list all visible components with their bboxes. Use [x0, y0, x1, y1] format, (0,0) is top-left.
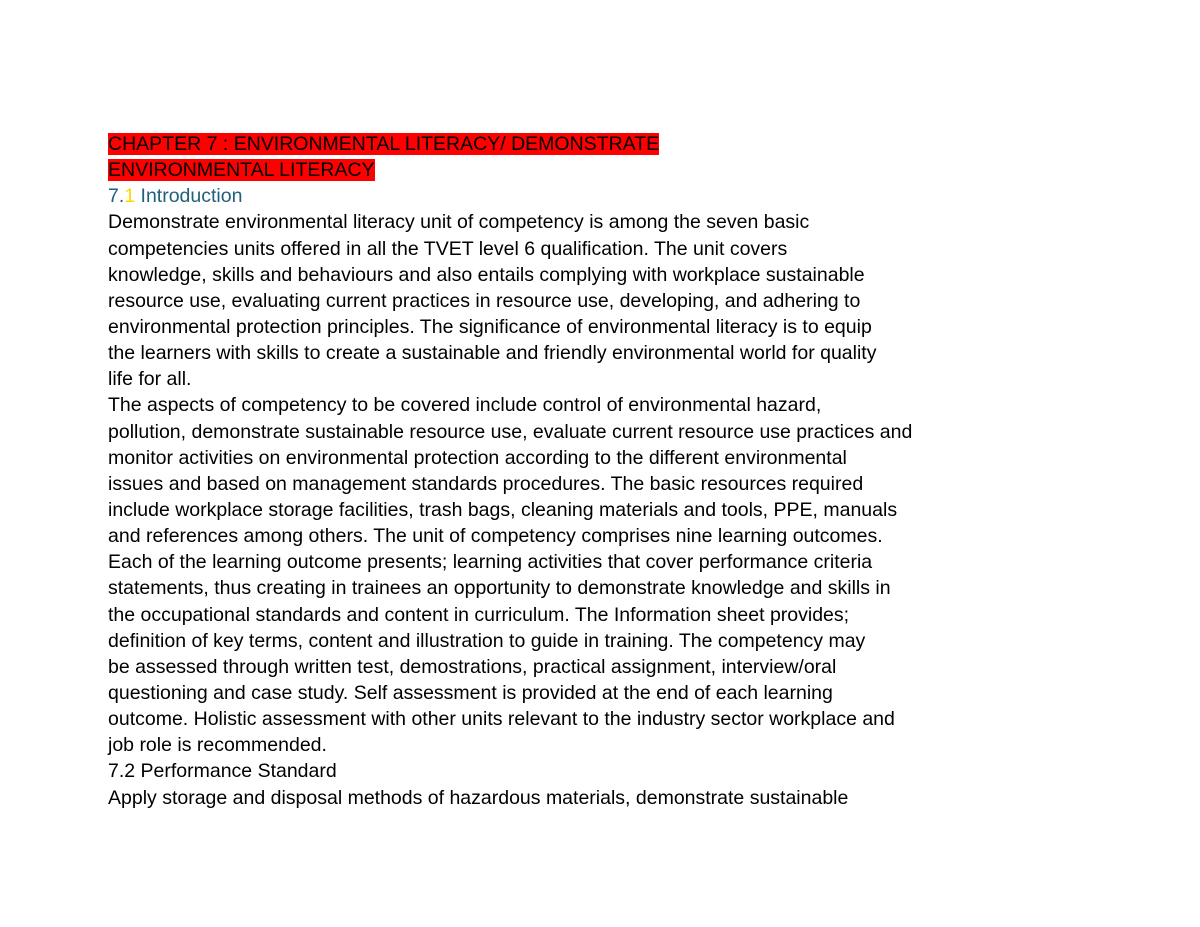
section-title: Introduction [135, 185, 243, 208]
section-heading-7-2: 7.2 Performance Standard [108, 760, 337, 783]
intro-line: knowledge, skills and behaviours and also entails complying with workplace sustainable [108, 263, 865, 286]
chapter-heading-highlight-1: CHAPTER 7 : ENVIRONMENTAL LITERACY/ DEMONSTRATE [108, 133, 660, 155]
chapter-heading-line-1 [108, 131, 1108, 157]
aspects-line: pollution, demonstrate sustainable resource use, evaluate current resource use practices and [108, 420, 913, 443]
chapter-heading-highlight-2: ENVIRONMENTAL LITERACY [108, 159, 375, 182]
section-prefix: 7. [108, 185, 125, 208]
aspects-line: statements, thus creating in trainees an opportunity to demonstrate knowledge and skills in [108, 577, 891, 600]
aspects-line: monitor activities on environmental protection according to the different environmental [108, 446, 847, 469]
document-body [108, 131, 1108, 811]
intro-line: resource use, evaluating current practices in resource use, developing, and adhering to [108, 289, 861, 312]
chapter-heading-line-2 [108, 157, 1108, 183]
intro-line: the learners with skills to create a sustainable and friendly environmental world for quality [108, 342, 877, 365]
section-heading-7-1 [108, 183, 1108, 209]
aspects-line: include workplace storage facilities, trash bags, cleaning materials and tools, PPE, manuals [108, 498, 898, 521]
section-number: 1 [124, 185, 136, 208]
aspects-line: issues and based on management standards procedures. The basic resources required [108, 472, 864, 495]
intro-line: Demonstrate environmental literacy unit of competency is among the seven basic [108, 211, 810, 234]
aspects-line: questioning and case study. Self assessment is provided at the end of each learning [108, 681, 833, 704]
aspects-line: The aspects of competency to be covered include control of environmental hazard, [108, 394, 822, 417]
aspects-line: be assessed through written test, demostrations, practical assignment, interview/oral [108, 655, 837, 678]
aspects-line: Each of the learning outcome presents; learning activities that cover performance criteria [108, 551, 873, 574]
aspects-line: job role is recommended. [108, 734, 327, 757]
aspects-line: and references among others. The unit of competency comprises nine learning outcomes. [108, 525, 883, 548]
aspects-line: definition of key terms, content and illustration to guide in training. The competency may [108, 629, 866, 652]
intro-line: environmental protection principles. The significance of environmental literacy is to equip [108, 315, 872, 338]
intro-line: life for all. [108, 368, 192, 391]
intro-line: competencies units offered in all the TVET level 6 qualification. The unit covers [108, 237, 788, 260]
performance-line: Apply storage and disposal methods of hazardous materials, demonstrate sustainable [108, 786, 849, 809]
aspects-line: the occupational standards and content in curriculum. The Information sheet provides; [108, 603, 850, 626]
aspects-line: outcome. Holistic assessment with other units relevant to the industry sector workplace and [108, 708, 895, 731]
